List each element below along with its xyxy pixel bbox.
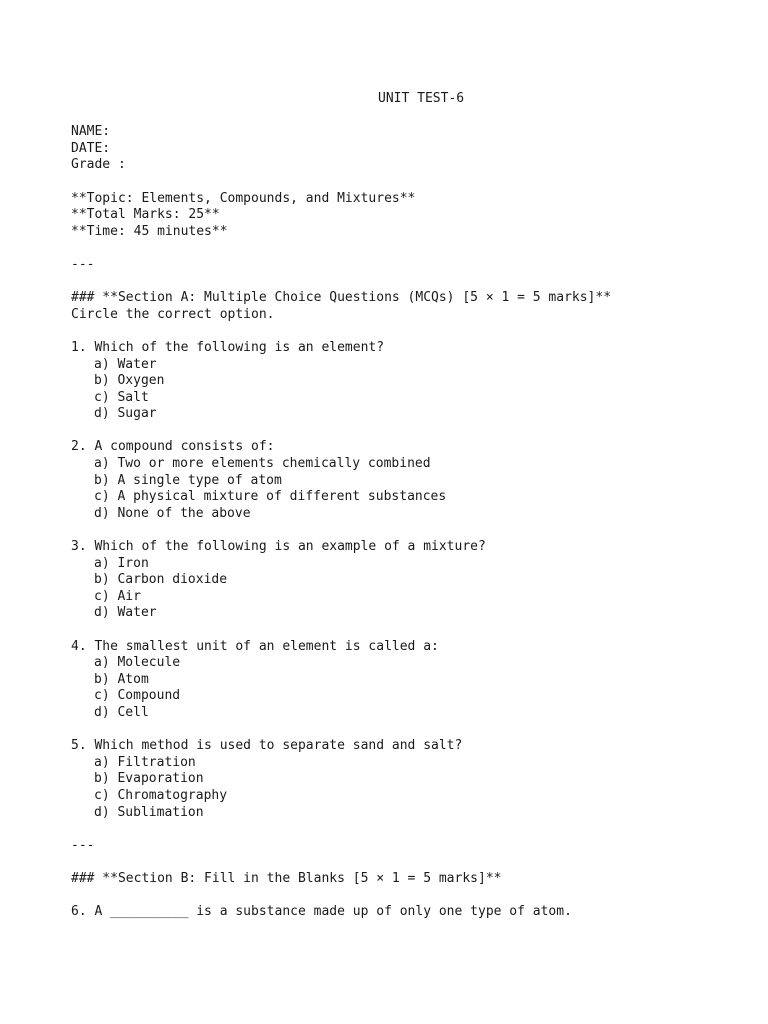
answer-option: c) Salt	[94, 389, 149, 405]
date-label: DATE:	[71, 140, 111, 156]
question-text: 3. Which of the following is an example of a mixture?	[71, 539, 486, 555]
answer-option: b) Evaporation	[94, 771, 204, 787]
total-marks-line: **Total Marks: 25**	[71, 207, 220, 223]
separator: ---	[71, 837, 95, 853]
answer-option: d) Water	[94, 605, 157, 621]
question-block	[71, 738, 731, 821]
section-b-heading: ### **Section B: Fill in the Blanks [5 × 1 = 5 marks]**	[71, 870, 502, 886]
answer-option: c) Chromatography	[94, 787, 228, 803]
name-label: NAME:	[71, 124, 111, 140]
answer-option: c) Compound	[94, 688, 181, 704]
answer-option: c) Air	[94, 588, 141, 604]
answer-option: a) Iron	[94, 555, 149, 571]
answer-option: a) Water	[94, 356, 157, 372]
fill-blank-question: 6. A __________ is a substance made up of only one type of atom.	[71, 904, 572, 920]
question-block	[71, 639, 731, 722]
answer-option: a) Two or more elements chemically combined	[94, 456, 431, 472]
question-block	[71, 340, 731, 423]
answer-option: d) Cell	[94, 704, 149, 720]
question-text: 4. The smallest unit of an element is called a:	[71, 638, 439, 654]
grade-label: Grade :	[71, 157, 126, 173]
answer-option: b) Carbon dioxide	[94, 572, 228, 588]
answer-option: d) Sugar	[94, 406, 157, 422]
question-block	[71, 439, 731, 522]
separator: ---	[71, 256, 95, 272]
page-title: UNIT TEST-6	[378, 91, 465, 106]
question-block	[71, 539, 731, 622]
answer-option: d) None of the above	[94, 505, 251, 521]
question-text: 2. A compound consists of:	[71, 439, 275, 455]
answer-option: a) Filtration	[94, 754, 196, 770]
section-a-instruction: Circle the correct option.	[71, 306, 275, 322]
worksheet-page	[71, 91, 731, 921]
topic-line: **Topic: Elements, Compounds, and Mixtures**	[71, 190, 416, 206]
section-a-heading: ### **Section A: Multiple Choice Questions (MCQs) [5 × 1 = 5 marks]**	[71, 290, 612, 306]
answer-option: a) Molecule	[94, 655, 181, 671]
time-line: **Time: 45 minutes**	[71, 223, 228, 239]
answer-option: c) A physical mixture of different substances	[94, 489, 447, 505]
answer-option: b) A single type of atom	[94, 472, 282, 488]
answer-option: b) Oxygen	[94, 373, 165, 389]
question-text: 1. Which of the following is an element?	[71, 339, 385, 355]
question-text: 5. Which method is used to separate sand and salt?	[71, 738, 463, 754]
answer-option: d) Sublimation	[94, 804, 204, 820]
answer-option: b) Atom	[94, 671, 149, 687]
